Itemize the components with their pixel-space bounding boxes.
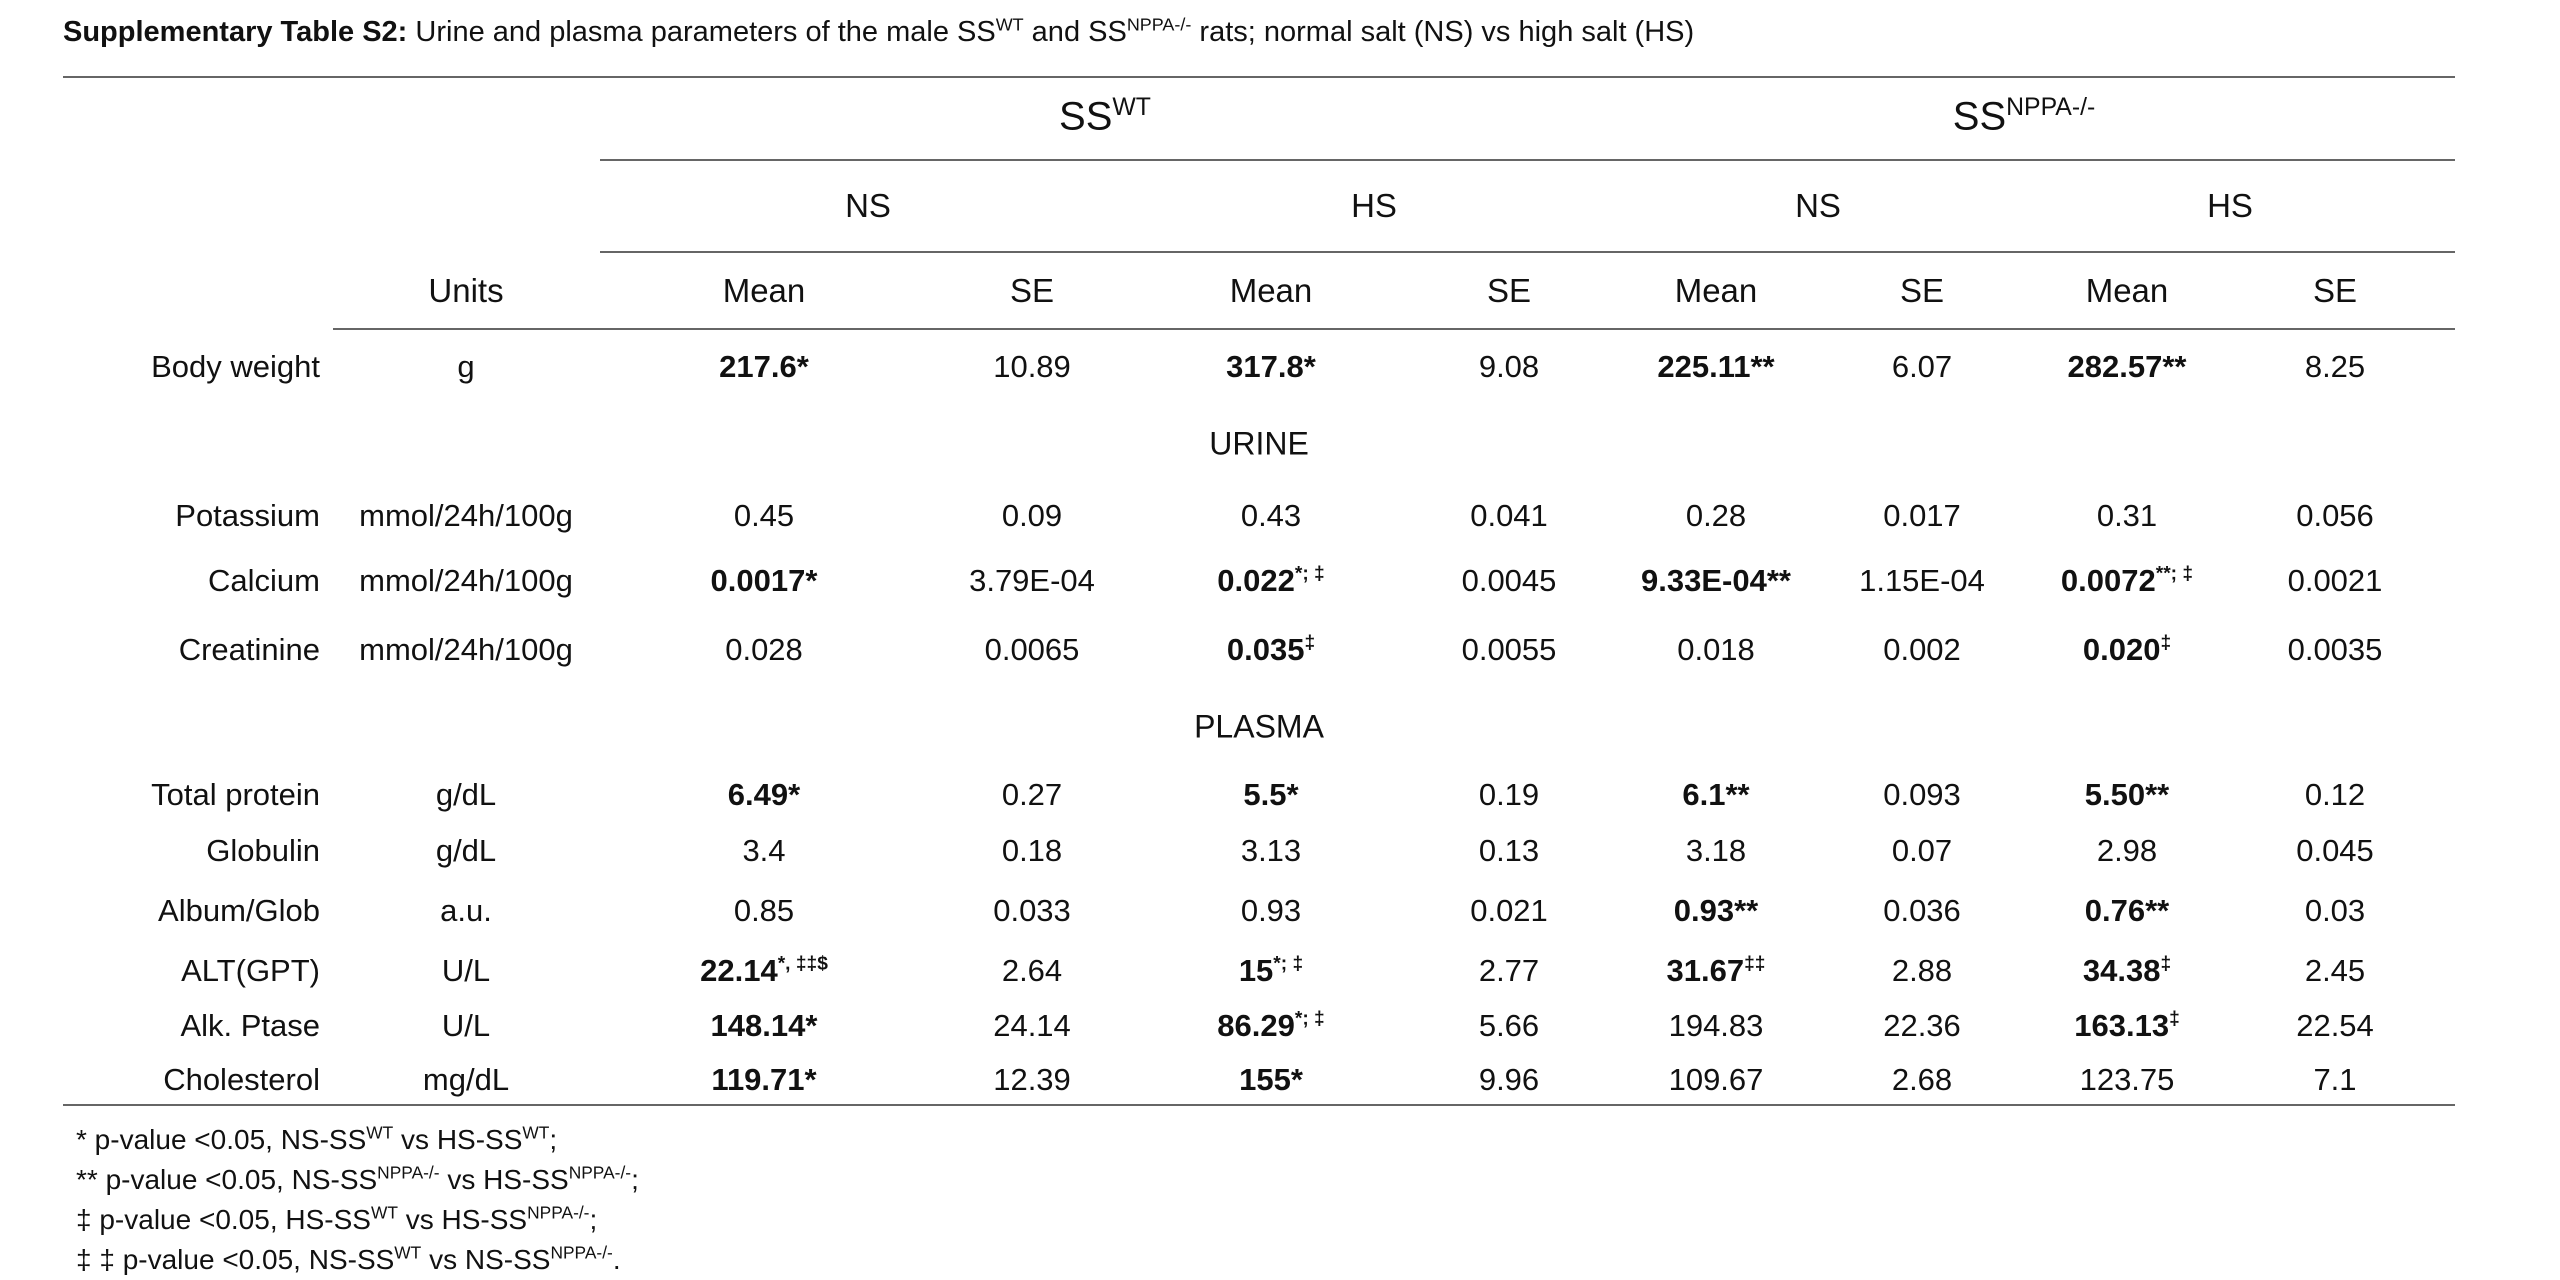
footnote-text: vs HS-SS (393, 1124, 523, 1155)
cell-value: 15 (1238, 953, 1274, 988)
cell-value: 0.035 (1226, 632, 1305, 667)
row-units: g/dL (435, 833, 497, 868)
se-value (993, 349, 1071, 385)
footnote-text: NPPA-/- (568, 1162, 632, 1183)
condition-header: HS (1351, 187, 1397, 224)
stat-header: Mean (1229, 272, 1313, 309)
se-value (1002, 833, 1062, 869)
row-units: g (457, 349, 475, 384)
condition-header: NS (845, 187, 891, 224)
footnote-text: vs HS-SS (439, 1164, 569, 1195)
significance-marker: ‡ (2160, 632, 2172, 654)
footnote-text: WT (366, 1122, 394, 1143)
cell-value: 0.045 (2296, 833, 2374, 868)
se-value (2305, 349, 2365, 385)
cell-value: 22.14 (700, 953, 778, 988)
cell-value: 194.83 (1668, 1008, 1764, 1043)
cell-value: 0.022 (1217, 563, 1295, 598)
table-footnotes (76, 1120, 639, 1280)
table-top-rule (63, 76, 2455, 78)
footnote-text: * p-value <0.05, NS-SS (76, 1124, 367, 1155)
mean-value (1217, 1008, 1324, 1044)
footnote-text: ** p-value <0.05, NS-SS (76, 1164, 378, 1195)
mean-value (1241, 498, 1301, 534)
se-value (1479, 777, 1539, 813)
cell-value: 5.5* (1243, 777, 1299, 812)
cell-value: 3.79E-04 (969, 563, 1095, 598)
significance-marker: **; ‡ (2155, 563, 2194, 585)
se-value (1479, 1008, 1539, 1044)
se-value (1892, 953, 1952, 989)
se-value (1479, 1062, 1539, 1098)
cell-value: 0.0072 (2060, 563, 2156, 598)
mean-value (1243, 777, 1298, 813)
row-label: Creatinine (178, 632, 320, 667)
mean-value (1667, 953, 1766, 989)
row-units: mmol/24h/100g (359, 498, 573, 533)
se-value (993, 1008, 1071, 1044)
se-value (2305, 777, 2365, 813)
se-value (1470, 498, 1548, 534)
cell-value: 282.57** (2067, 349, 2187, 384)
footnote-text: ; (549, 1124, 558, 1155)
footnote-text: WT (522, 1122, 550, 1143)
footnote-text: ; (631, 1164, 639, 1195)
cell-value: 0.018 (1677, 632, 1755, 667)
cell-value: 0.033 (993, 893, 1071, 928)
stat-header: SE (2312, 272, 2358, 309)
mean-value (1241, 833, 1301, 869)
mean-value (711, 563, 818, 599)
cell-value: 9.33E-04** (1641, 563, 1791, 598)
caption-text: and SS (1023, 16, 1127, 48)
row-units: U/L (441, 1008, 491, 1043)
group-header-nppa: $SS^{NPPA-/-}$ (1952, 94, 2096, 139)
se-value (1892, 833, 1952, 869)
cell-value: 0.0035 (2287, 632, 2383, 667)
mean-value (742, 833, 785, 869)
se-value (1002, 498, 1062, 534)
cell-value: 0.093 (1883, 777, 1961, 812)
row-units: g/dL (435, 777, 497, 812)
cell-value: 0.93 (1240, 893, 1302, 928)
footnote-line (76, 1240, 639, 1280)
cell-value: 0.041 (1470, 498, 1548, 533)
cell-value: 0.18 (1001, 833, 1063, 868)
cell-value: 6.07 (1891, 349, 1953, 384)
stat-header: SE (1486, 272, 1532, 309)
row-label: Globulin (206, 833, 320, 868)
cell-value: 148.14* (710, 1008, 818, 1043)
cell-value: 0.09 (1001, 498, 1063, 533)
condition-header: HS (2207, 187, 2253, 224)
group-rule (600, 159, 2455, 161)
cell-value: 0.0065 (984, 632, 1080, 667)
condition-rule (600, 251, 2455, 253)
mean-value (2068, 349, 2187, 385)
stat-header: Mean (2085, 272, 2169, 309)
section-plasma: PLASMA (1194, 708, 1324, 745)
cell-value: 6.1** (1682, 777, 1750, 812)
footnote-text: vs NS-SS (421, 1244, 551, 1275)
cell-value: 119.71* (711, 1062, 817, 1097)
se-value (1883, 632, 1961, 668)
cell-value: 1.15E-04 (1859, 563, 1985, 598)
cell-value: 0.07 (1891, 833, 1953, 868)
cell-value: 3.4 (742, 833, 786, 868)
mean-value (1227, 632, 1315, 668)
mean-value (1657, 349, 1774, 385)
cell-value: 0.85 (733, 893, 795, 928)
row-label: ALT(GPT) (181, 953, 320, 988)
cell-value: 0.0045 (1461, 563, 1557, 598)
se-value (2305, 893, 2365, 929)
row-units: U/L (441, 953, 491, 988)
cell-value: 123.75 (2079, 1062, 2175, 1097)
row-units: mg/dL (422, 1062, 510, 1097)
row-label: Album/Glob (158, 893, 320, 928)
mean-value (1686, 498, 1746, 534)
cell-value: 0.31 (2096, 498, 2158, 533)
section-urine: URINE (1209, 425, 1309, 462)
mean-value (2083, 632, 2171, 668)
cell-value: 2.98 (2096, 833, 2158, 868)
cell-value: 3.13 (1240, 833, 1302, 868)
cell-value: 0.036 (1883, 893, 1961, 928)
footnote-text: WT (370, 1202, 398, 1223)
cell-value: 0.13 (1478, 833, 1540, 868)
footnote-line (76, 1160, 639, 1200)
table-caption (63, 16, 1694, 49)
cell-value: 317.8* (1226, 349, 1316, 384)
se-value (2288, 563, 2383, 599)
cell-value: 0.056 (2296, 498, 2374, 533)
cell-value: 2.88 (1891, 953, 1953, 988)
cell-value: 3.18 (1685, 833, 1747, 868)
cell-value: 0.020 (2082, 632, 2161, 667)
row-units: mmol/24h/100g (359, 563, 573, 598)
cell-value: 163.13 (2074, 1008, 2170, 1043)
cell-value: 6.49* (727, 777, 801, 812)
cell-value: 0.93** (1673, 893, 1759, 928)
cell-value: 0.28 (1685, 498, 1747, 533)
footnote-text: . (612, 1244, 621, 1275)
mean-value (719, 349, 809, 385)
cell-value: 0.19 (1478, 777, 1540, 812)
significance-marker: *; ‡ (1294, 1008, 1325, 1030)
stat-header: SE (1899, 272, 1945, 309)
row-label: Body weight (151, 349, 320, 384)
cell-value: 0.002 (1883, 632, 1961, 667)
row-label: Potassium (175, 498, 320, 533)
footnote-text: NPPA-/- (550, 1242, 613, 1263)
se-value (1883, 498, 1961, 534)
cell-value: 34.38 (2082, 953, 2161, 988)
mean-value (1239, 1062, 1303, 1098)
se-value (1002, 953, 1062, 989)
se-value (1470, 893, 1548, 929)
se-value (1883, 777, 1961, 813)
se-value (1462, 632, 1557, 668)
stat-header: SE (1009, 272, 1055, 309)
mean-value (2085, 893, 2169, 929)
cell-value: 0.0021 (2287, 563, 2383, 598)
se-value (1892, 349, 1952, 385)
significance-marker: ‡‡ (1744, 953, 1766, 975)
row-units: mmol/24h/100g (359, 632, 573, 667)
mean-value (2085, 777, 2169, 813)
cell-value: 8.25 (2304, 349, 2366, 384)
stat-header: Mean (722, 272, 806, 309)
se-value (1479, 349, 1539, 385)
cell-value: 9.08 (1478, 349, 1540, 384)
cell-value: 0.12 (2304, 777, 2366, 812)
cell-value: 31.67 (1666, 953, 1745, 988)
mean-value (1239, 953, 1303, 989)
se-value (2313, 1062, 2356, 1098)
caption-sup: NPPA-/- (1126, 14, 1192, 35)
mean-value (725, 632, 803, 668)
se-value (2296, 833, 2374, 869)
mean-value (1241, 893, 1301, 929)
cell-value: 0.0055 (1461, 632, 1557, 667)
caption-label: Supplementary Table S2: (63, 16, 408, 48)
significance-marker: ‡ (2169, 1008, 2180, 1030)
footnote-line (76, 1120, 639, 1160)
mean-value (1217, 563, 1324, 599)
mean-value (2097, 833, 2157, 869)
cell-value: 155* (1239, 1062, 1303, 1097)
footnote-text: WT (394, 1242, 422, 1263)
cell-value: 7.1 (2313, 1062, 2357, 1097)
mean-value (1674, 893, 1758, 929)
mean-value (2080, 1062, 2175, 1098)
se-value (1883, 1008, 1961, 1044)
se-value (969, 563, 1095, 599)
se-value (1859, 563, 1985, 599)
mean-value (2061, 563, 2193, 599)
caption-sup: WT (995, 14, 1024, 35)
row-label: Alk. Ptase (180, 1008, 320, 1043)
footnote-text: ; (589, 1204, 598, 1235)
mean-value (2083, 953, 2171, 989)
mean-value (734, 893, 794, 929)
caption-text: rats; normal salt (NS) vs high salt (HS) (1191, 16, 1695, 48)
cell-value: 24.14 (993, 1008, 1071, 1043)
cell-value: 5.50** (2084, 777, 2170, 812)
stat-header: Mean (1674, 272, 1758, 309)
mean-value (700, 953, 828, 989)
cell-value: 9.96 (1478, 1062, 1540, 1097)
cell-value: 0.45 (733, 498, 795, 533)
cell-value: 86.29 (1217, 1008, 1295, 1043)
cell-value: 22.36 (1883, 1008, 1961, 1043)
header-rule (333, 328, 2455, 330)
mean-value (711, 1062, 816, 1098)
footnote-text: ‡ ‡ p-value <0.05, NS-SS (76, 1244, 395, 1275)
se-value (1002, 777, 1062, 813)
mean-value (1641, 563, 1791, 599)
cell-value: 0.017 (1883, 498, 1961, 533)
row-units: a.u. (440, 893, 492, 928)
condition-header: NS (1795, 187, 1841, 224)
se-value (2296, 1008, 2374, 1044)
mean-value (1682, 777, 1749, 813)
cell-value: 2.68 (1891, 1062, 1953, 1097)
cell-value: 22.54 (2296, 1008, 2374, 1043)
footnote-line (76, 1200, 639, 1240)
cell-value: 0.0017* (710, 563, 818, 598)
significance-marker: ‡ (1304, 632, 1316, 654)
cell-value: 10.89 (993, 349, 1071, 384)
significance-marker: *, ‡‡$ (777, 953, 828, 975)
se-value (2296, 498, 2374, 534)
se-value (993, 893, 1071, 929)
cell-value: 225.11** (1657, 349, 1775, 384)
row-label: Cholesterol (163, 1062, 320, 1097)
se-value (985, 632, 1080, 668)
significance-marker: *; ‡ (1294, 563, 1325, 585)
caption-text: Urine and plasma parameters of the male SS (407, 16, 996, 48)
cell-value: 0.27 (1001, 777, 1063, 812)
mean-value (2097, 498, 2157, 534)
mean-value (711, 1008, 818, 1044)
cell-value: 0.028 (725, 632, 803, 667)
cell-value: 0.43 (1240, 498, 1302, 533)
mean-value (1686, 833, 1746, 869)
table-bottom-rule (63, 1104, 2455, 1106)
se-value (1462, 563, 1557, 599)
significance-marker: *; ‡ (1273, 953, 1304, 975)
mean-value (2074, 1008, 2180, 1044)
se-value (993, 1062, 1071, 1098)
se-value (2288, 632, 2383, 668)
mean-value (734, 498, 794, 534)
row-label: Calcium (208, 563, 320, 598)
se-value (2305, 953, 2365, 989)
footnote-text: vs HS-SS (397, 1204, 528, 1235)
mean-value (728, 777, 800, 813)
mean-value (1677, 632, 1755, 668)
cell-value: 12.39 (993, 1062, 1071, 1097)
mean-value (1669, 1062, 1764, 1098)
mean-value (1669, 1008, 1764, 1044)
cell-value: 5.66 (1478, 1008, 1540, 1043)
footnote-text: NPPA-/- (377, 1162, 440, 1183)
cell-value: 217.6* (719, 349, 809, 384)
cell-value: 2.77 (1478, 953, 1540, 988)
mean-value (1226, 349, 1316, 385)
footnote-text: NPPA-/- (527, 1202, 590, 1223)
se-value (1479, 953, 1539, 989)
cell-value: 0.021 (1470, 893, 1548, 928)
cell-value: 2.45 (2304, 953, 2366, 988)
se-value (1892, 1062, 1952, 1098)
cell-value: 109.67 (1668, 1062, 1764, 1097)
units-header: Units (428, 272, 504, 309)
se-value (1883, 893, 1961, 929)
footnote-text: ‡ p-value <0.05, HS-SS (76, 1204, 371, 1235)
group-header-wt: $SS^{WT}$ (1059, 94, 1151, 139)
se-value (1479, 833, 1539, 869)
cell-value: 0.76** (2084, 893, 2170, 928)
row-label: Total protein (151, 777, 320, 812)
significance-marker: ‡ (2160, 953, 2172, 975)
cell-value: 0.03 (2304, 893, 2366, 928)
cell-value: 2.64 (1001, 953, 1063, 988)
